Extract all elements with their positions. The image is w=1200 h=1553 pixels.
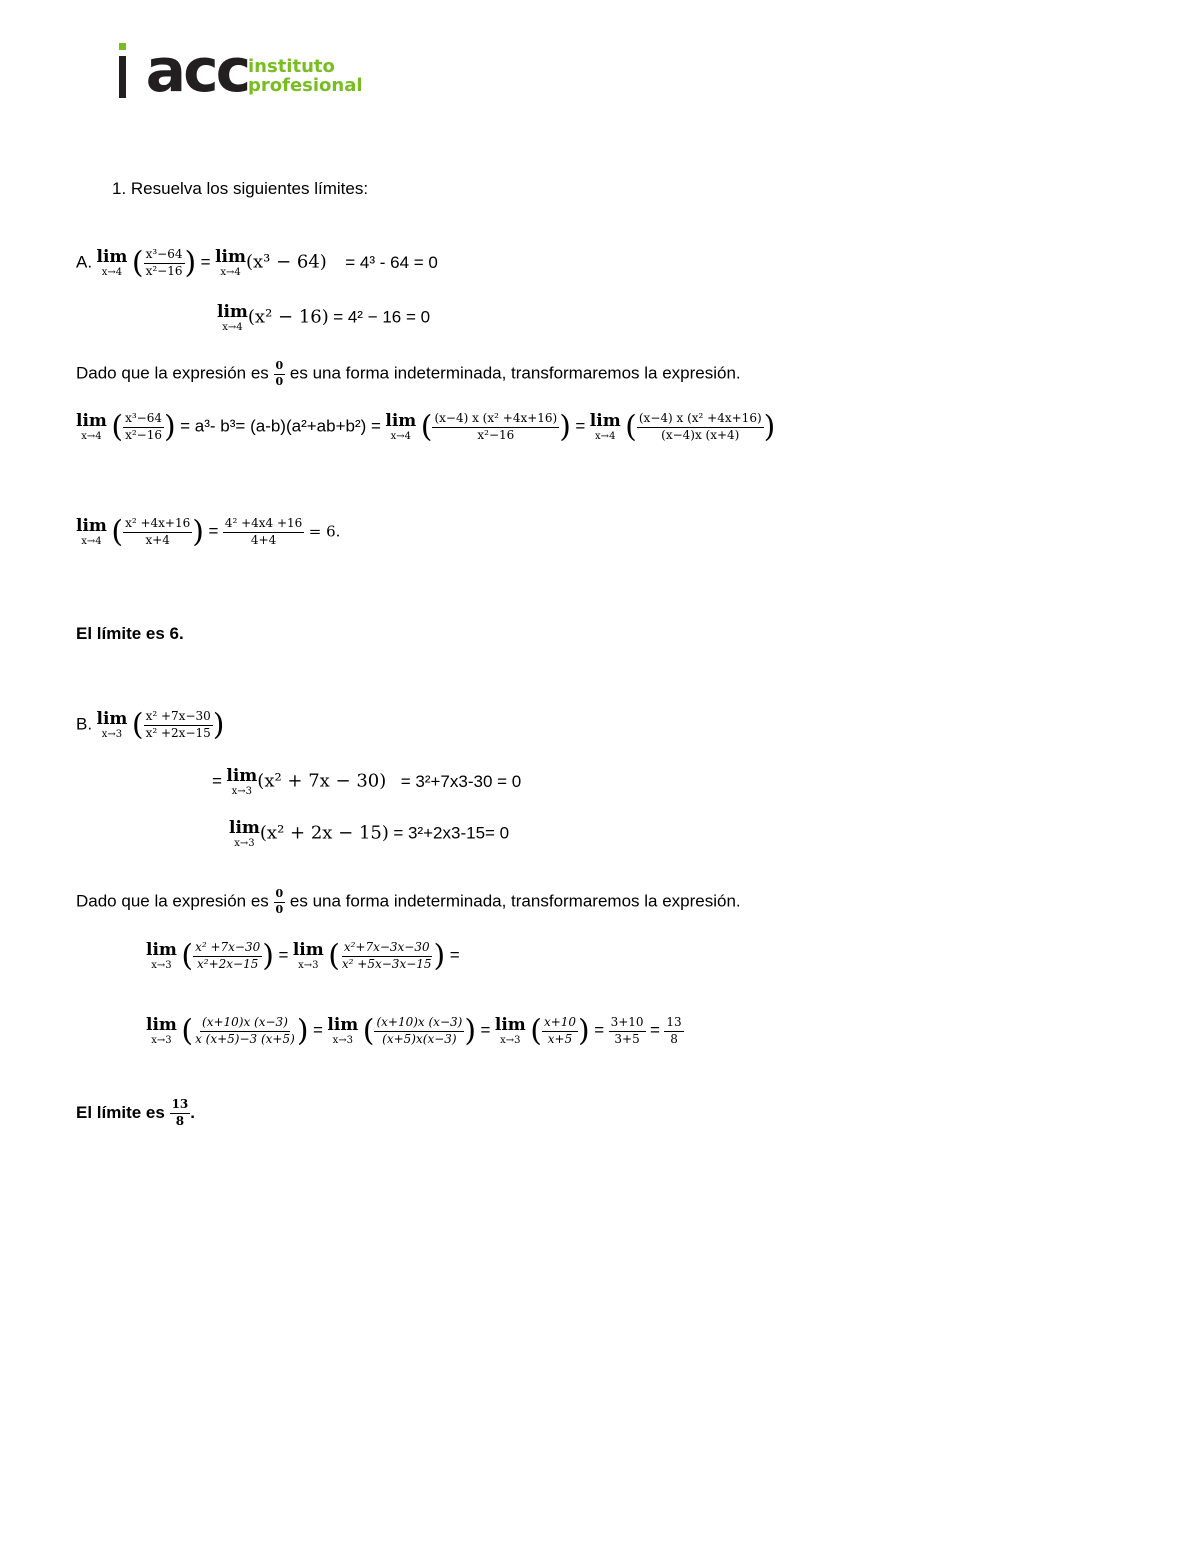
evaluation: = 4² − 16 = 0 [333,307,431,327]
limit-operator: lim x→4 [589,410,621,442]
fraction: $\frac{\text{x²+7x−3x−30}}{\text{x² +5x−3x−15}}$ [341,940,432,971]
fraction: $\frac{(x+10)x (x-3)}{(x+5)x(x-3)}$ [376,1015,463,1046]
evaluation: = 3²+2x3-15= 0 [393,823,510,843]
part-a-line1 [76,245,438,281]
left-paren: ( [131,245,144,281]
fraction: $\frac{3+10}{3+5}$ [610,1015,644,1046]
fraction: $\frac{\text{x² +7x−30}}{\text{x²+2x−15}}$ [195,940,261,971]
indeterminate-note: Dado que la expresión es $\frac{0}{0}$ es una forma indeterminada, transformaremos la expresión. [76,359,741,388]
limit-operator: lim x→3 [494,1014,526,1046]
part-a-conclusion: El límite es 6. [76,624,184,643]
part-b-line3 [229,820,509,849]
part-b-line2: = lim x→3 (x² + 7x − 30) = 3²+7x3-30 = 0 [212,766,522,797]
equals: = [200,252,211,272]
part-a-factoring: lim x→4 ( $\frac{\text{x³−64}}{\text{x²−16}}$ ) = a³- b³= (a-b)(a²+ab+b²) = lim x→4 ( $\frac{\text{(x−4) x (x² +4x+16)}}{\text{x²−16}}$ ) = lim x→4 ( $\frac{\text{(x−4) x (x² +4x+16)}}{(x-4)x (x+4)}$ ) [76,409,776,445]
math-expression: (x² + 7x − 30) [257,770,387,792]
part-a-label: A. [76,252,93,272]
fraction: $\frac{\text{(x−4) x (x² +4x+16)}}{(x-4)x (x+4)}$ [638,411,762,442]
fraction: $\frac{\text{x² +4x+16}}{x+4}$ [125,516,191,547]
math-expression: (x² + 2x − 15) [259,822,389,844]
limit-operator: lim x→4 [385,410,417,442]
limit-operator: lim x→4 [76,515,107,547]
cube-identity: = a³- b³= (a-b)(a²+ab+b²) = [180,416,381,436]
evaluation: = 4³ - 64 = 0 [345,252,438,272]
iacc-wordmark-text: acc [145,36,249,106]
logo-line2: profesional [248,75,363,96]
limit-operator: lim x→3 [96,708,128,740]
indeterminate-note: Dado que la expresión es $\frac{0}{0}$ es una forma indeterminada, transformaremos la expresión. [76,887,741,916]
limit-operator: lim x→3 [146,1014,177,1046]
exercise-heading: 1. Resuelva los siguientes límites: [112,179,369,198]
evaluation: = 3²+7x3-30 = 0 [400,771,522,791]
fraction: $\frac{13}{8}$ [171,1097,189,1128]
iacc-logo [118,36,363,106]
fraction: $\frac{\text{x³−64}}{\text{x²−16}}$ [145,247,183,278]
fraction: $\frac{x+10}{x+5}$ [543,1015,577,1046]
limit-operator: lim x→3 [146,939,177,971]
fraction: $\frac{(x+10)x (x-3)}{x (x+5)-3 (x+5)}$ [195,1015,295,1046]
part-b-factoring2: lim x→3 ( $\frac{(x+10)x (x-3)}{x (x+5)-3 (x+5)}$ ) = lim x→3 ( $\frac{(x+10)x (x-3)}{(x+5)x(x-3)}$ ) = lim x→3 ( $\frac{x+10}{x+5}$ ) = $\frac{3+10}{3+5}$ = $\frac{13}{8}$ [146,1013,682,1049]
part-a-simplified: lim x→4 ( $\frac{\text{x² +4x+16}}{x+4}$ ) = $\frac{\text{4² +4x4 +16}}{4+4}$ = 6. [76,514,341,550]
right-paren: ) [184,245,197,281]
fraction: $\frac{\text{4² +4x4 +16}}{4+4}$ [224,516,303,547]
math-expression: (x³ − 64) [245,251,327,273]
result: = 6. [308,522,341,541]
limit-operator: lim x→4 [217,302,248,333]
zero-over-zero: $\frac{0}{0}$ [275,887,284,916]
logo-line1: instituto [248,56,335,77]
zero-over-zero: $\frac{0}{0}$ [275,359,284,388]
limit-operator: lim x→3 [327,1014,359,1046]
limit-operator: lim x→4 [76,410,107,442]
part-a-line2 [217,304,430,333]
fraction: $\frac{13}{8}$ [666,1015,682,1046]
math-expression: (x² − 16) [247,306,329,328]
part-b-label: B. [76,714,93,734]
limit-operator: lim x→3 [229,818,260,849]
limit-operator: lim x→3 [226,766,258,797]
part-b-factoring1: lim x→3 ( $\frac{\text{x² +7x−30}}{\text{x²+2x−15}}$ ) = lim x→3 ( $\frac{\text{x²+7x−3x−30}}{\text{x² +5x−3x−15}}$ ) = [146,938,460,974]
limit-operator: lim x→4 [96,246,128,278]
limit-operator: lim x→4 [215,246,246,278]
fraction: $\frac{\text{(x−4) x (x² +4x+16)}}{\text{x²−16}}$ [434,411,558,442]
part-b-conclusion: El límite es $\frac{13}{8}$ . [76,1097,195,1128]
part-b-line1: B. lim x→3 ( $\frac{\text{x² +7x−30}}{\text{x² +2x−15}}$ ) [76,707,225,743]
fraction: $\frac{\text{x² +7x−30}}{\text{x² +2x−15}}$ [145,709,211,740]
limit-operator: lim x→3 [292,939,324,971]
